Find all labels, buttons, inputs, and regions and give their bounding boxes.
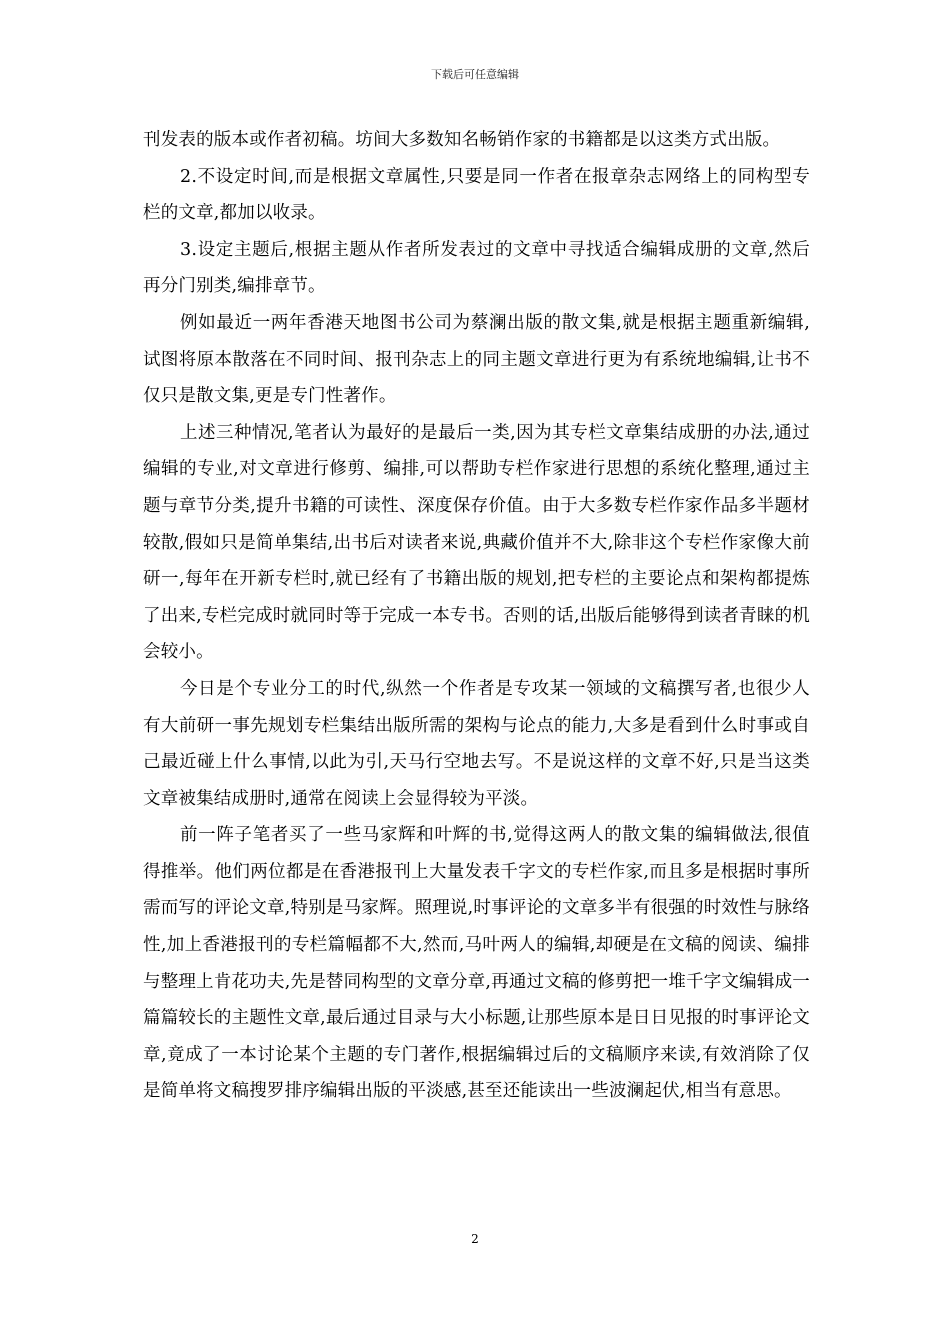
paragraph-4: 例如最近一两年香港天地图书公司为蔡澜出版的散文集,就是根据主题重新编辑,试图将原本散落在不同时间、报刊杂志上的同主题文章进行更为有系统地编辑,让书不仅只是散文集,更是专门性著作。 <box>143 312 810 407</box>
paragraph-6: 今日是个专业分工的时代,纵然一个作者是专攻某一领域的文稿撰写者,也很少人有大前研一事先规划专栏集结出版所需的架构与论点的能力,大多是看到什么时事或自己最近碰上什么事情,以此为引,天马行空地去写。不是说这样的文章不好,只是当这类文章被集结成册时,通常在阅读上会显得较为平淡。 <box>143 678 810 809</box>
paragraph-7: 前一阵子笔者买了一些马家辉和叶辉的书,觉得这两人的散文集的编辑做法,很值得推举。他们两位都是在香港报刊上大量发表千字文的专栏作家,而且多是根据时事所需而写的评论文章,特别是马家辉。照理说,时事评论的文章多半有很强的时效性与脉络性,加上香港报刊的专栏篇幅都不大,然而,马叶两人的编辑,却硬是在文稿的阅读、编排与整理上肯花功夫,先是替同构型的文章分章,再通过文稿的修剪把一堆千字文编辑成一篇篇较长的主题性文章,最后通过目录与大小标题,让那些原本是日日见报的时事评论文章,竟成了一本讨论某个主题的专门著作,根据编辑过后的文稿顺序来读,有效消除了仅是简单将文稿搜罗排序编辑出版的平淡感,甚至还能读出一些波澜起伏,相当有意思。 <box>143 825 810 1102</box>
paragraph-1: 刊发表的版本或作者初稿。坊间大多数知名畅销作家的书籍都是以这类方式出版。 <box>143 130 781 150</box>
paragraph-5: 上述三种情况,笔者认为最好的是最后一类,因为其专栏文章集结成册的办法,通过编辑的专业,对文章进行修剪、编排,可以帮助专栏作家进行思想的系统化整理,通过主题与章节分类,提升书籍的可读性、深度保存价值。由于大多数专栏作家作品多半题材较散,假如只是简单集结,出书后对读者来说,典藏价值并不大,除非这个专栏作家像大前研一,每年在开新专栏时,就已经有了书籍出版的规划,把专栏的主要论点和架构都提炼了出来,专栏完成时就同时等于完成一本专书。否则的话,出版后能够得到读者青睐的机会较小。 <box>143 422 810 663</box>
paragraph-2: 2.不设定时间,而是根据文章属性,只要是同一作者在报章杂志网络上的同构型专栏的文章,都加以收录。 <box>143 166 810 224</box>
page-number: 2 <box>471 1232 479 1246</box>
document-body <box>143 122 810 1110</box>
paragraph-3: 3.设定主题后,根据主题从作者所发表过的文章中寻找适合编辑成册的文章,然后再分门别类,编排章节。 <box>143 239 810 297</box>
page-header-note: 下载后可任意编辑 <box>431 68 519 81</box>
